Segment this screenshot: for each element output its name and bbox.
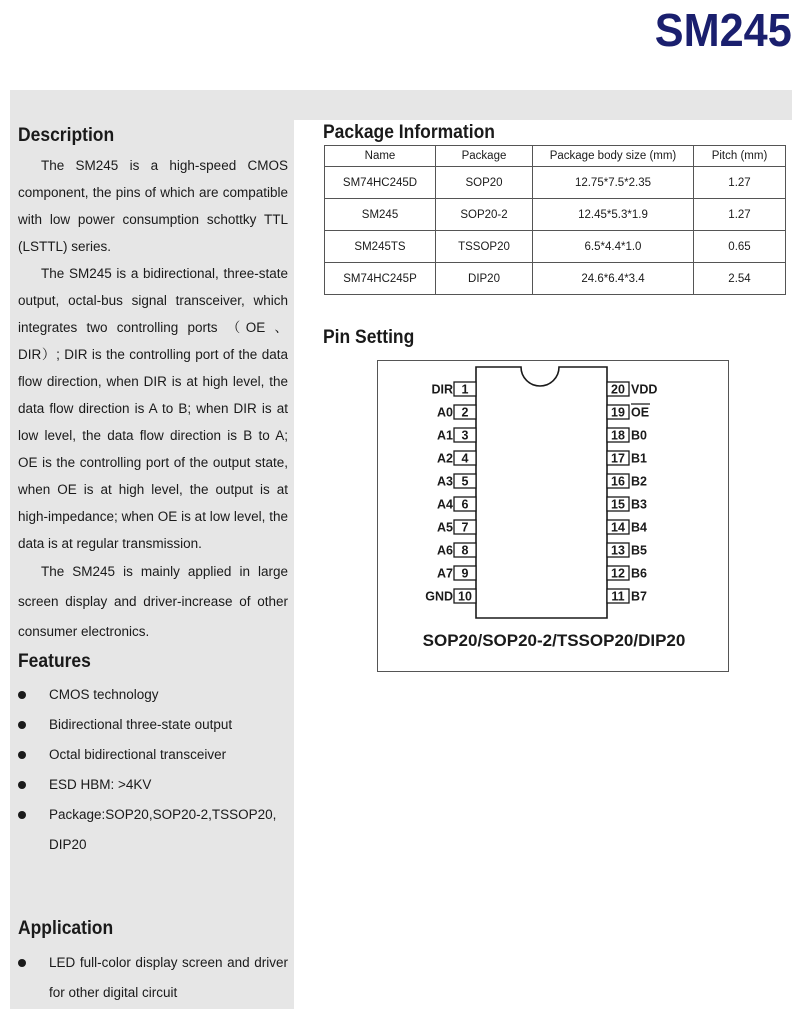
pin-number: 19 [611,405,625,420]
column-header: Name [325,146,436,167]
table-cell: 2.54 [694,263,786,295]
pin-name: A5 [437,520,453,535]
package-table [324,145,786,295]
pin-number: 18 [611,428,625,443]
pin-number: 3 [461,428,469,443]
table-cell: TSSOP20 [436,231,533,263]
table-row [325,231,786,263]
table-row [325,167,786,199]
features-item: Bidirectional three-state output [18,710,288,740]
table-cell: 12.45*5.3*1.9 [533,199,694,231]
pin-number: 10 [458,589,472,604]
table-cell: 6.5*4.4*1.0 [533,231,694,263]
description-paragraph-3: The SM245 is mainly applied in large screen display and driver-increase of other consumer electronics. [18,564,288,639]
table-header-row [325,146,786,167]
application-heading: Application [18,918,114,939]
pin-number: 2 [461,405,469,420]
pin-name: B0 [631,428,647,443]
document-title: SM245 [654,4,792,56]
description-paragraph-2: The SM245 is a bidirectional, three-state output, octal-bus signal transceiver, which integrates two controlling ports （OE 、DIR）; DIR is the controlling port of the data flow direction, when DIR is at high level, the data flow direction is A to B; when DIR is at low level, the data flow direction is B to A; OE is the controlling port of the output state, when OE is at high level, the output is at high-impedance; when OE is at low level, the data is at regular transmission. [18,266,288,551]
package-label: SOP20/SOP20-2/TSSOP20/DIP20 [422,631,686,650]
pin-name: A2 [437,451,453,466]
pin-name: B3 [631,497,647,512]
table-cell: 1.27 [694,199,786,231]
features-list [18,680,288,860]
pin-name: B7 [631,589,647,604]
column-header: Pitch (mm) [694,146,786,167]
features-item: CMOS technology [18,680,288,710]
pin-name: A0 [437,405,453,420]
pin-number: 20 [611,382,625,397]
pin-number: 7 [461,520,469,535]
table-cell: DIP20 [436,263,533,295]
left-column [10,120,294,1009]
pin-name: DIR [431,382,453,397]
table-cell: SM245TS [325,231,436,263]
pin-name: A3 [437,474,453,489]
table-cell: 24.6*6.4*3.4 [533,263,694,295]
pin-number: 11 [611,589,625,604]
bullet-icon [18,811,26,819]
bullet-icon [18,691,26,699]
table-row [325,199,786,231]
bullet-icon [18,781,26,789]
package-info-heading: Package Information [323,122,495,143]
pin-number: 6 [461,497,469,512]
pin-setting-heading: Pin Setting [323,327,415,348]
pin-number: 1 [461,382,469,397]
pin-number: 16 [611,474,625,489]
table-row [325,263,786,295]
features-item: Octal bidirectional transceiver [18,740,288,770]
table-cell: 1.27 [694,167,786,199]
pin-number: 5 [461,474,469,489]
table-cell: 0.65 [694,231,786,263]
pin-number: 9 [461,566,469,581]
bullet-icon [18,751,26,759]
pin-number: 4 [461,451,469,466]
pin-name: A1 [437,428,453,443]
pin-diagram-box [377,360,729,672]
pin-name: VDD [631,382,658,397]
pin-name: B5 [631,543,647,558]
pin-number: 12 [611,566,625,581]
table-cell: SM245 [325,199,436,231]
features-item: ESD HBM: >4KV [18,770,288,800]
description-paragraph-1: The SM245 is a high-speed CMOS component, the pins of which are compatible with low power consumption schottky TTL (LSTTL) series. [18,158,288,254]
pin-name: A7 [437,566,453,581]
table-cell: SOP20 [436,167,533,199]
column-header: Package body size (mm) [533,146,694,167]
pin-name: GND [425,589,453,604]
pin-name: B1 [631,451,647,466]
pinout-diagram [378,361,728,626]
pin-name: OE [631,405,650,420]
pin-name: B4 [631,520,647,535]
header-band [10,90,792,120]
pin-number: 15 [611,497,625,512]
pin-name: A4 [437,497,453,512]
table-cell: SM74HC245P [325,263,436,295]
pin-name: B2 [631,474,647,489]
bullet-icon [18,721,26,729]
chip-body [476,367,607,618]
pin-name: A6 [437,543,453,558]
table-cell: SM74HC245D [325,167,436,199]
application-item: LED full-color display screen and driver for other digital circuit [18,948,288,1008]
features-heading: Features [18,651,91,672]
features-item: Package:SOP20,SOP20-2,TSSOP20, DIP20 [18,800,288,860]
pin-name: B6 [631,566,647,581]
pin-number: 14 [611,520,625,535]
table-cell: SOP20-2 [436,199,533,231]
table-cell: 12.75*7.5*2.35 [533,167,694,199]
application-list [18,948,288,1008]
pin-number: 17 [611,451,625,466]
column-header: Package [436,146,533,167]
pin-number: 13 [611,543,625,558]
bullet-icon [18,959,26,967]
pin-number: 8 [461,543,469,558]
description-heading: Description [18,125,115,146]
